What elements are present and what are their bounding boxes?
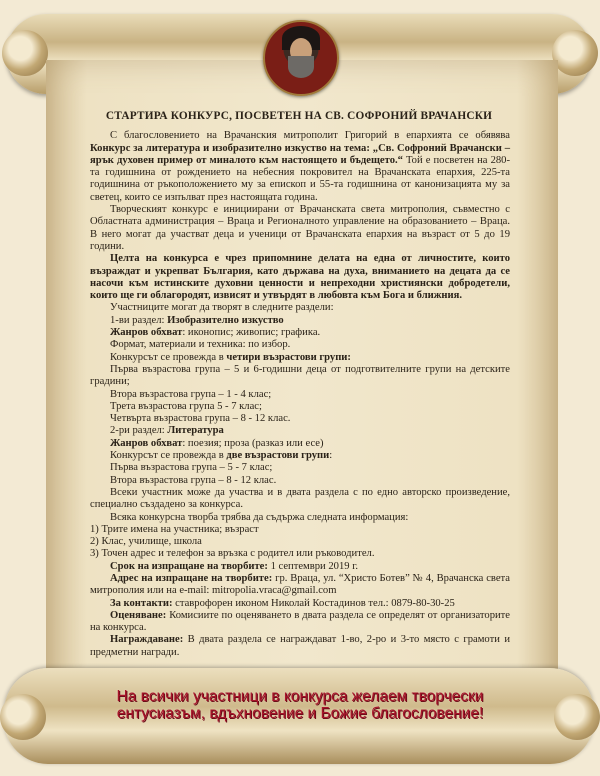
scroll-curl-top-left	[2, 30, 48, 76]
closing-wishes	[60, 688, 540, 722]
saint-portrait-image	[263, 20, 339, 96]
address-label: Адрес на изпращане на творбите:	[110, 572, 273, 584]
groups-intro-colon: :	[329, 450, 333, 462]
rules-paragraph-2: Всяка конкурсна творба трябва да съдържа следната информация:	[110, 511, 409, 523]
deadline	[90, 561, 510, 573]
genre-text: : поезия; проза (разказ или есе)	[182, 437, 324, 449]
section-2-group-1: Първа възрастова група – 5 - 7 клас;	[110, 462, 273, 474]
section-1-group-3: Трета възрастова група 5 - 7 клас;	[110, 400, 262, 412]
section-1-format: Формат, материали и техника: по избор.	[110, 339, 291, 351]
announcement-body	[90, 110, 510, 659]
section-1-group-2: Втора възрастова група – 1 - 4 клас;	[110, 388, 272, 400]
awards-label: Награждаване:	[110, 634, 184, 646]
genre-text: : иконопис; живопис; графика.	[182, 327, 321, 339]
address	[90, 573, 510, 598]
section-2-groups-intro	[90, 450, 510, 462]
groups-intro-text: Конкурсът се провежда в	[110, 450, 227, 462]
contacts-label: За контакти:	[110, 597, 173, 609]
section-2-genre	[90, 438, 510, 450]
section-2-group-2: Втора възрастова група – 8 - 12 клас.	[110, 474, 277, 486]
intro-paragraph-1	[90, 130, 510, 204]
section-1-heading	[90, 315, 510, 327]
evaluation	[90, 610, 510, 635]
groups-count: две възрастови групи	[226, 450, 330, 462]
contacts	[90, 598, 510, 610]
groups-intro-text: Конкурсът се провежда в	[110, 351, 227, 363]
deadline-value: 1 септември 2019 г.	[267, 560, 359, 572]
rules-item-2: 2) Клас, училище, школа	[90, 536, 202, 548]
scroll-curl-top-right	[552, 30, 598, 76]
page-title: СТАРТИРА КОНКУРС, ПОСВЕТЕН НА СВ. СОФРОНИЙ ВРАЧАНСКИ	[105, 110, 493, 122]
section-1-genre	[90, 327, 510, 339]
section-2-title: Литература	[167, 425, 224, 437]
section-2-number: 2-ри раздел:	[110, 425, 168, 437]
intro-paragraph-2: Творческият конкурс е инициирани от Врачанската света митрополия, съвместно с Областната администрация – Враца и Регионалното управление на образованието – Враца. В него могат да участват деца и ученици от Врачанската епархия на възраст от 5 до 19 години.	[90, 204, 510, 252]
genre-label: Жанров обхват	[110, 437, 183, 449]
contacts-value: ставрофорен иконом Николай Костадинов тел.: 0879-80-30-25	[172, 597, 455, 609]
scroll-curl-bottom-right	[554, 694, 600, 740]
sections-intro: Участниците могат да творят в следните раздели:	[110, 302, 334, 314]
contest-theme: Конкурс за литература и изобразително изкуство на тема: „Св. Софроний Врачански – ярък духовен пример от миналото към настоящето и бъдещето.“	[90, 142, 510, 166]
address-value: гр. Враца, ул. “Христо Ботев” № 4, Врачанска света митрополия или на e-mail: mitropolia.vraca@gmail.com	[90, 572, 510, 597]
evaluation-value: Комисиите по оценяването в двата раздела се определят от организаторите на конкурса.	[90, 609, 510, 634]
section-1-groups-intro	[90, 352, 510, 364]
deadline-label: Срок на изпращане на творбите:	[110, 560, 268, 572]
scroll-curl-bottom-left	[0, 694, 46, 740]
intro-text-cont: Той е посветен на 280-та годишнина от рождението на небесния покровител на Врачанската епархия, 225-та годишнина от ръкоположението му за епископ и 55-та годишнина от канонизацията му за светец, които се изпълват през настоящата година.	[90, 154, 510, 203]
genre-label: Жанров обхват	[110, 327, 183, 339]
groups-count: четири възрастови групи:	[226, 351, 351, 363]
section-2-heading	[90, 425, 510, 437]
evaluation-label: Оценяване:	[110, 609, 167, 621]
section-1-group-4: Четвърта възрастова група – 8 - 12 клас.	[110, 413, 291, 425]
intro-text: С благословението на Врачанския митрополит Григорий в епархията се обявява	[110, 130, 510, 142]
section-1-number: 1-ви раздел:	[110, 314, 168, 326]
portrait-beard	[288, 56, 314, 78]
rules-paragraph-1: Всеки участник може да участва и в двата раздела с по едно авторско произведение, специално създадено за конкурса.	[90, 486, 510, 511]
rules-item-3: 3) Точен адрес и телефон за връзка с родител или ръководител.	[90, 548, 375, 560]
goal-paragraph: Целта на конкурса е чрез припомнине делата на една от личностите, които възраждат и укрепват България, като държава на духа, вниманието на децата да се насочи към истинските духовни ценности и непреходни християнски добродетели, които ще ги облагородят, извисят и утвърдят в любовта към Бога и ближния.	[90, 253, 510, 302]
closing-wishes-line-1: На всички участници в конкурса желаем творчески	[116, 688, 484, 705]
section-1-title: Изобразително изкуство	[167, 314, 284, 326]
closing-wishes-line-2: ентусиазъм, вдъхновение и Божие благословение!	[116, 705, 484, 722]
section-1-group-1: Първа възрастова група – 5 и 6-годишни деца от подготвителните групи на детските градини;	[90, 363, 510, 388]
rules-item-1: 1) Трите имена на участника; възраст	[90, 523, 259, 535]
awards	[90, 634, 510, 659]
awards-value: В двата раздела се награждават 1-во, 2-ро и 3-то място с грамоти и предметни награди.	[90, 634, 510, 658]
